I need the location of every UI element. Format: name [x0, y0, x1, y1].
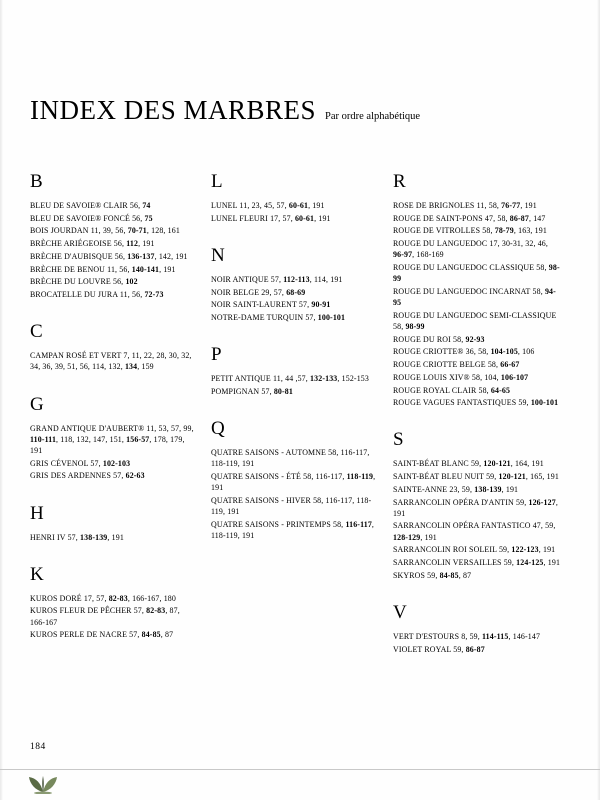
page-edge-left [0, 0, 3, 800]
index-entry[interactable]: SARRANCOLIN ROI SOLEIL 59, 122-123, 191 [393, 545, 556, 555]
index-column [211, 172, 393, 656]
index-letter-heading: B [30, 171, 43, 192]
index-entry[interactable]: GRIS CÉVENOL 57, 102-103 [30, 458, 131, 468]
page-subtitle: Par ordre alphabétique [325, 111, 421, 122]
footer-divider [0, 769, 600, 770]
index-entry[interactable]: ROUGE DU LANGUEDOC INCARNAT 58, 94-95 [393, 286, 556, 308]
index-entry[interactable]: LUNEL FLEURI 17, 57, 60-61, 191 [211, 213, 331, 223]
index-letter-group [211, 246, 379, 323]
index-entry[interactable]: LUNEL 11, 23, 45, 57, 60-61, 191 [211, 201, 325, 210]
index-letter-group [30, 322, 197, 372]
index-entry[interactable]: ROUGE LOUIS XIV® 58, 104, 106-107 [393, 372, 529, 382]
index-entry[interactable]: CAMPAN ROSÉ ET VERT 7, 11, 22, 28, 30, 32, 34, 36, 39, 51, 56, 114, 132, 134, 159 [30, 351, 192, 372]
index-entry[interactable]: BRÈCHE D'AUBISQUE 56, 136-137, 142, 191 [30, 251, 188, 261]
index-letter-heading: N [211, 244, 225, 266]
index-letter-group [30, 172, 197, 300]
index-letter-group [393, 172, 561, 408]
index-entry[interactable]: ROUGE ROYAL CLAIR 58, 64-65 [393, 385, 511, 395]
index-entry[interactable]: ROUGE DE SAINT-PONS 47, 58, 86-87, 147 [393, 213, 546, 223]
index-letter-heading: C [30, 321, 43, 343]
index-letter-group [393, 603, 561, 655]
index-entry[interactable]: BRÈCHE DU LOUVRE 56, 102 [30, 277, 138, 287]
index-entry[interactable]: NOIR SAINT-LAURENT 57, 90-91 [211, 300, 331, 310]
index-entry[interactable]: KUROS PERLE DE NACRE 57, 84-85, 87 [30, 630, 174, 640]
index-column [30, 172, 211, 656]
index-entry[interactable]: QUATRE SAISONS - ÉTÉ 58, 116-117, 118-119, 191 [211, 472, 376, 493]
index-columns [30, 172, 575, 656]
leaf-ornament-icon [22, 772, 64, 794]
index-letter-group [393, 430, 561, 581]
index-letter-heading: V [393, 601, 407, 623]
index-entry[interactable]: QUATRE SAISONS - HIVER 58, 116-117, 118-119, 191 [211, 495, 372, 517]
index-entry[interactable]: SARRANCOLIN OPÉRA D'ANTIN 59, 126-127, 191 [393, 497, 558, 518]
index-letter-group [30, 395, 197, 482]
index-entry[interactable]: NOIR BELGE 29, 57, 68-69 [211, 287, 306, 297]
page-number: 184 [30, 742, 46, 752]
index-entry[interactable]: BLEU DE SAVOIE® CLAIR 56, 74 [30, 201, 151, 210]
index-letter-group [211, 345, 379, 397]
index-entry[interactable]: BLEU DE SAVOIE® FONCÉ 56, 75 [30, 213, 153, 223]
index-entry[interactable]: ROUGE DU LANGUEDOC 17, 30-31, 32, 46, 96-97, 168-169 [393, 239, 549, 260]
index-letter-heading: L [211, 171, 223, 192]
index-entry[interactable]: ROUGE DE VITROLLES 58, 78-79, 163, 191 [393, 226, 547, 236]
index-entry[interactable]: VIOLET ROYAL 59, 86-87 [393, 644, 485, 654]
index-letter-heading: R [393, 171, 406, 192]
index-entry[interactable]: QUATRE SAISONS - PRINTEMPS 58, 116-117, 118-119, 191 [211, 519, 375, 541]
index-entry[interactable]: ROUGE CRIOTTE® 36, 58, 104-105, 106 [393, 347, 535, 357]
index-entry[interactable]: GRAND ANTIQUE D'AUBERT® 11, 53, 57, 99, 110-111, 118, 132, 147, 151, 156-57, 178, 179, 191 [30, 423, 194, 455]
index-letter-group [30, 504, 197, 543]
index-entry[interactable]: SARRANCOLIN OPÉRA FANTASTICO 47, 59, 128-129, 191 [393, 521, 556, 542]
index-letter-group [30, 565, 197, 641]
index-entry[interactable]: POMPIGNAN 57, 80-81 [211, 386, 293, 396]
index-entry[interactable]: SKYROS 59, 84-85, 87 [393, 570, 472, 580]
index-column [393, 172, 575, 656]
index-entry[interactable]: KUROS DORÉ 17, 57, 82-83, 166-167, 180 [30, 593, 177, 603]
index-letter-heading: K [30, 563, 44, 585]
index-entry[interactable]: NOIR ANTIQUE 57, 112-113, 114, 191 [211, 274, 343, 284]
index-letter-heading: P [211, 344, 222, 366]
index-entry[interactable]: NOTRE-DAME TURQUIN 57, 100-101 [211, 313, 346, 323]
index-entry[interactable]: HENRI IV 57, 138-139, 191 [30, 532, 124, 542]
index-letter-group [211, 172, 379, 224]
index-letter-heading: S [393, 429, 404, 451]
page-title: INDEX DES MARBRES [30, 95, 317, 125]
index-entry[interactable]: ROUGE VAGUES FANTASTIQUES 59, 100-101 [393, 398, 559, 408]
index-letter-heading: H [30, 502, 44, 524]
index-entry[interactable]: SARRANCOLIN VERSAILLES 59, 124-125, 191 [393, 558, 561, 568]
index-entry[interactable]: GRIS DES ARDENNES 57, 62-63 [30, 471, 145, 481]
index-entry[interactable]: ROUGE DU LANGUEDOC SEMI-CLASSIQUE 58, 98-99 [393, 310, 557, 332]
index-entry[interactable]: BOIS JOURDAN 11, 39, 56, 70-71, 128, 161 [30, 226, 180, 236]
index-entry[interactable]: ROUGE DU ROI 58, 92-93 [393, 334, 485, 344]
index-entry[interactable]: KUROS FLEUR DE PÊCHER 57, 82-83, 87, 166-167 [30, 606, 180, 627]
index-entry[interactable]: PETIT ANTIQUE 11, 44 ,57, 132-133, 152-153 [211, 374, 369, 384]
index-entry[interactable]: BRÈCHE DE BENOU 11, 56, 140-141, 191 [30, 264, 176, 274]
index-letter-heading: G [30, 393, 44, 415]
index-entry[interactable]: BROCATELLE DU JURA 11, 56, 72-73 [30, 289, 164, 299]
index-entry[interactable]: SAINTE-ANNE 23, 59, 138-139, 191 [393, 484, 519, 494]
index-letter-group [211, 419, 379, 541]
index-entry[interactable]: VERT D'ESTOURS 8, 59, 114-115, 146-147 [393, 631, 541, 641]
index-entry[interactable]: SAINT-BÉAT BLANC 59, 120-121, 164, 191 [393, 459, 544, 469]
index-entry[interactable]: QUATRE SAISONS - AUTOMNE 58, 116-117, 118-119, 191 [211, 448, 370, 469]
index-entry[interactable]: ROSE DE BRIGNOLES 11, 58, 76-77, 191 [393, 201, 537, 210]
index-entry[interactable]: ROUGE DU LANGUEDOC CLASSIQUE 58, 98-99 [393, 263, 560, 284]
index-entry[interactable]: BRÈCHE ARIÉGEOISE 56, 112, 191 [30, 239, 155, 249]
index-entry[interactable]: SAINT-BÉAT BLEU NUIT 59, 120-121, 165, 191 [393, 472, 559, 482]
index-letter-heading: Q [211, 418, 225, 440]
page-header [30, 95, 420, 126]
index-entry[interactable]: ROUGE CRIOTTE BELGE 58, 66-67 [393, 360, 520, 370]
